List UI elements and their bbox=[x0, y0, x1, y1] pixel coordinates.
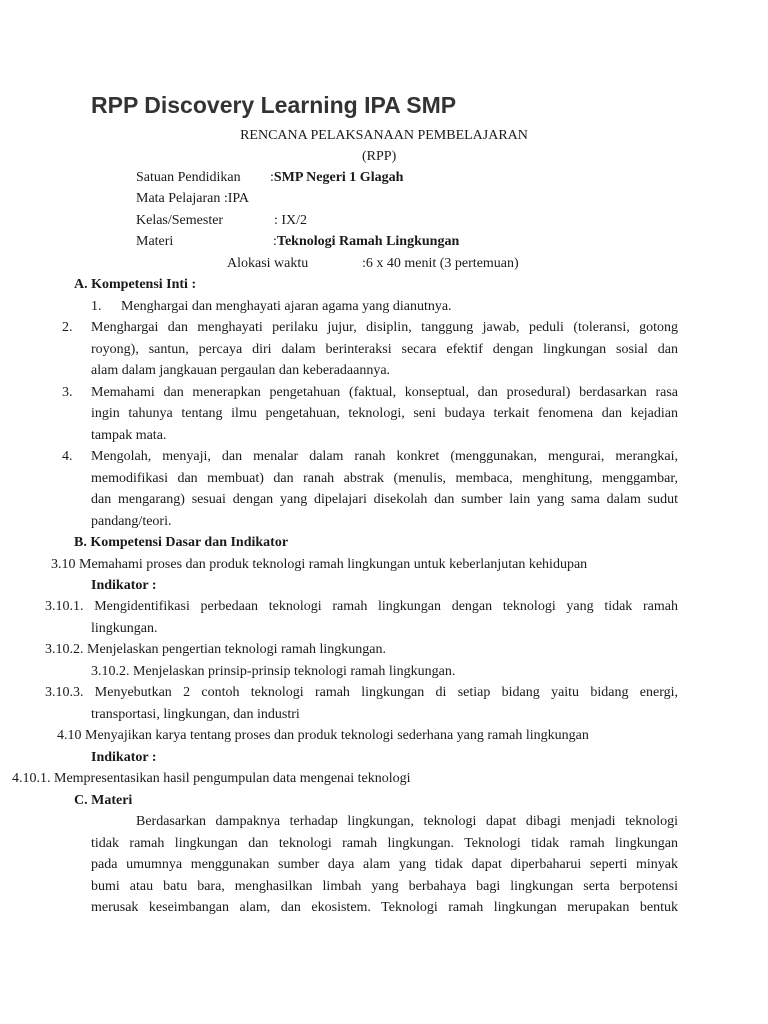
document-title: RPP Discovery Learning IPA SMP bbox=[91, 92, 457, 118]
kelas-label: Kelas/Semester bbox=[136, 213, 224, 228]
ki-item-4-line-1: Mengolah, menyaji, dan menalar dalam ranah konkret (menggunakan, mengurai, merangkai, bbox=[91, 449, 678, 464]
materi-paragraph-line-2: tidak ramah lingkungan dan teknologi ramah lingkungan. Teknologi tidak ramah lingkungan bbox=[91, 836, 678, 851]
materi-paragraph-line-3: pada umumnya menggunakan sumber daya alam yang tidak dapat diperbaharui seperti minyak bbox=[91, 857, 678, 872]
materi-label: Materi bbox=[136, 234, 174, 249]
satuan-value: :SMP Negeri 1 Glagah bbox=[270, 170, 404, 185]
ind-3-10-3-line-1: 3.10.3. Menyebutkan 2 contoh teknologi ramah lingkungan di setiap bidang yaitu bidang energi, bbox=[45, 685, 678, 700]
ki-item-4-num: 4. bbox=[62, 449, 73, 464]
ind-3-10-1-line-1: 3.10.1. Mengidentifikasi perbedaan teknologi ramah lingkungan dengan teknologi yang tidak ramah bbox=[45, 599, 678, 614]
kd-3-10: 3.10 Memahami proses dan produk teknologi ramah lingkungan untuk keberlanjutan kehidupan bbox=[51, 557, 588, 572]
ki-item-4-line-3: dan mengarang) sesuai dengan yang dipelajari disekolah dan sumber lain yang sama dalam sudut bbox=[91, 492, 678, 507]
ki-item-3-line-2: ingin tahunya tentang ilmu pengetahuan, teknologi, seni budaya terkait fenomena dan kejadian bbox=[91, 406, 678, 421]
ki-item-3-num: 3. bbox=[62, 385, 73, 400]
ki-item-1-num: 1. bbox=[91, 299, 102, 314]
heading-rencana: RENCANA PELAKSANAAN PEMBELAJARAN bbox=[240, 128, 528, 143]
ind-4-10-1: 4.10.1. Mempresentasikan hasil pengumpulan data mengenai teknologi bbox=[12, 771, 411, 786]
satuan-label: Satuan Pendidikan bbox=[136, 170, 241, 185]
ki-item-4-line-2: memodifikasi dan membuat) dan ranah abstrak (menulis, membaca, menghitung, menggambar, bbox=[91, 471, 678, 486]
ind-3-10-1-line-2: lingkungan. bbox=[91, 621, 158, 636]
ind-3-10-2: 3.10.2. Menjelaskan pengertian teknologi ramah lingkungan. bbox=[45, 642, 386, 657]
ind-3-10-2b: 3.10.2. Menjelaskan prinsip-prinsip teknologi ramah lingkungan. bbox=[91, 664, 456, 679]
ki-item-1-text: Menghargai dan menghayati ajaran agama yang dianutnya. bbox=[121, 299, 452, 314]
section-b-heading: B. Kompetensi Dasar dan Indikator bbox=[74, 535, 289, 550]
ki-item-2-line-3: alam dalam jangkauan pergaulan dan keberadaannya. bbox=[91, 363, 391, 378]
materi-value: :Teknologi Ramah Lingkungan bbox=[273, 234, 460, 249]
ki-item-3-line-1: Memahami dan menerapkan pengetahuan (faktual, konseptual, dan prosedural) berdasarkan rasa bbox=[91, 385, 678, 400]
section-c-heading: C. Materi bbox=[74, 793, 133, 808]
mapel-line: Mata Pelajaran :IPA bbox=[136, 191, 250, 206]
ki-item-4-line-4: pandang/teori. bbox=[91, 514, 172, 529]
ki-item-2-line-2: royong), santun, percaya diri dalam berinteraksi secara efektif dengan lingkungan sosial dan bbox=[91, 342, 678, 357]
kelas-value: : IX/2 bbox=[274, 213, 308, 228]
materi-paragraph-line-5: merusak keseimbangan alam, dan ekosistem. Teknologi ramah lingkungan merupakan bentuk bbox=[91, 900, 678, 915]
alokasi-value: :6 x 40 menit (3 pertemuan) bbox=[362, 256, 519, 271]
heading-rpp: (RPP) bbox=[362, 149, 397, 164]
alokasi-label: Alokasi waktu bbox=[227, 256, 309, 271]
ki-item-2-num: 2. bbox=[62, 320, 73, 335]
ki-item-2-line-1: Menghargai dan menghayati perilaku jujur, disiplin, tanggung jawab, peduli (toleransi, gotong bbox=[91, 320, 678, 335]
materi-value-text: Teknologi Ramah Lingkungan bbox=[276, 234, 460, 249]
ind-3-10-3-line-2: transportasi, lingkungan, dan industri bbox=[91, 707, 300, 722]
satuan-value-text: SMP Negeri 1 Glagah bbox=[273, 170, 404, 185]
indikator-label-2: Indikator : bbox=[91, 750, 157, 765]
materi-paragraph-line-4: bumi atau batu bara, menghasilkan limbah yang berbahaya bagi lingkungan serta berpotensi bbox=[91, 879, 678, 894]
ki-item-3-line-3: tampak mata. bbox=[91, 428, 167, 443]
indikator-label-1: Indikator : bbox=[91, 578, 157, 593]
section-a-heading: A. Kompetensi Inti : bbox=[74, 277, 197, 292]
materi-paragraph-line-1: Berdasarkan dampaknya terhadap lingkungan, teknologi dapat dibagi menjadi teknologi bbox=[136, 814, 678, 829]
kd-4-10: 4.10 Menyajikan karya tentang proses dan produk teknologi sederhana yang ramah lingkungan bbox=[57, 728, 589, 743]
